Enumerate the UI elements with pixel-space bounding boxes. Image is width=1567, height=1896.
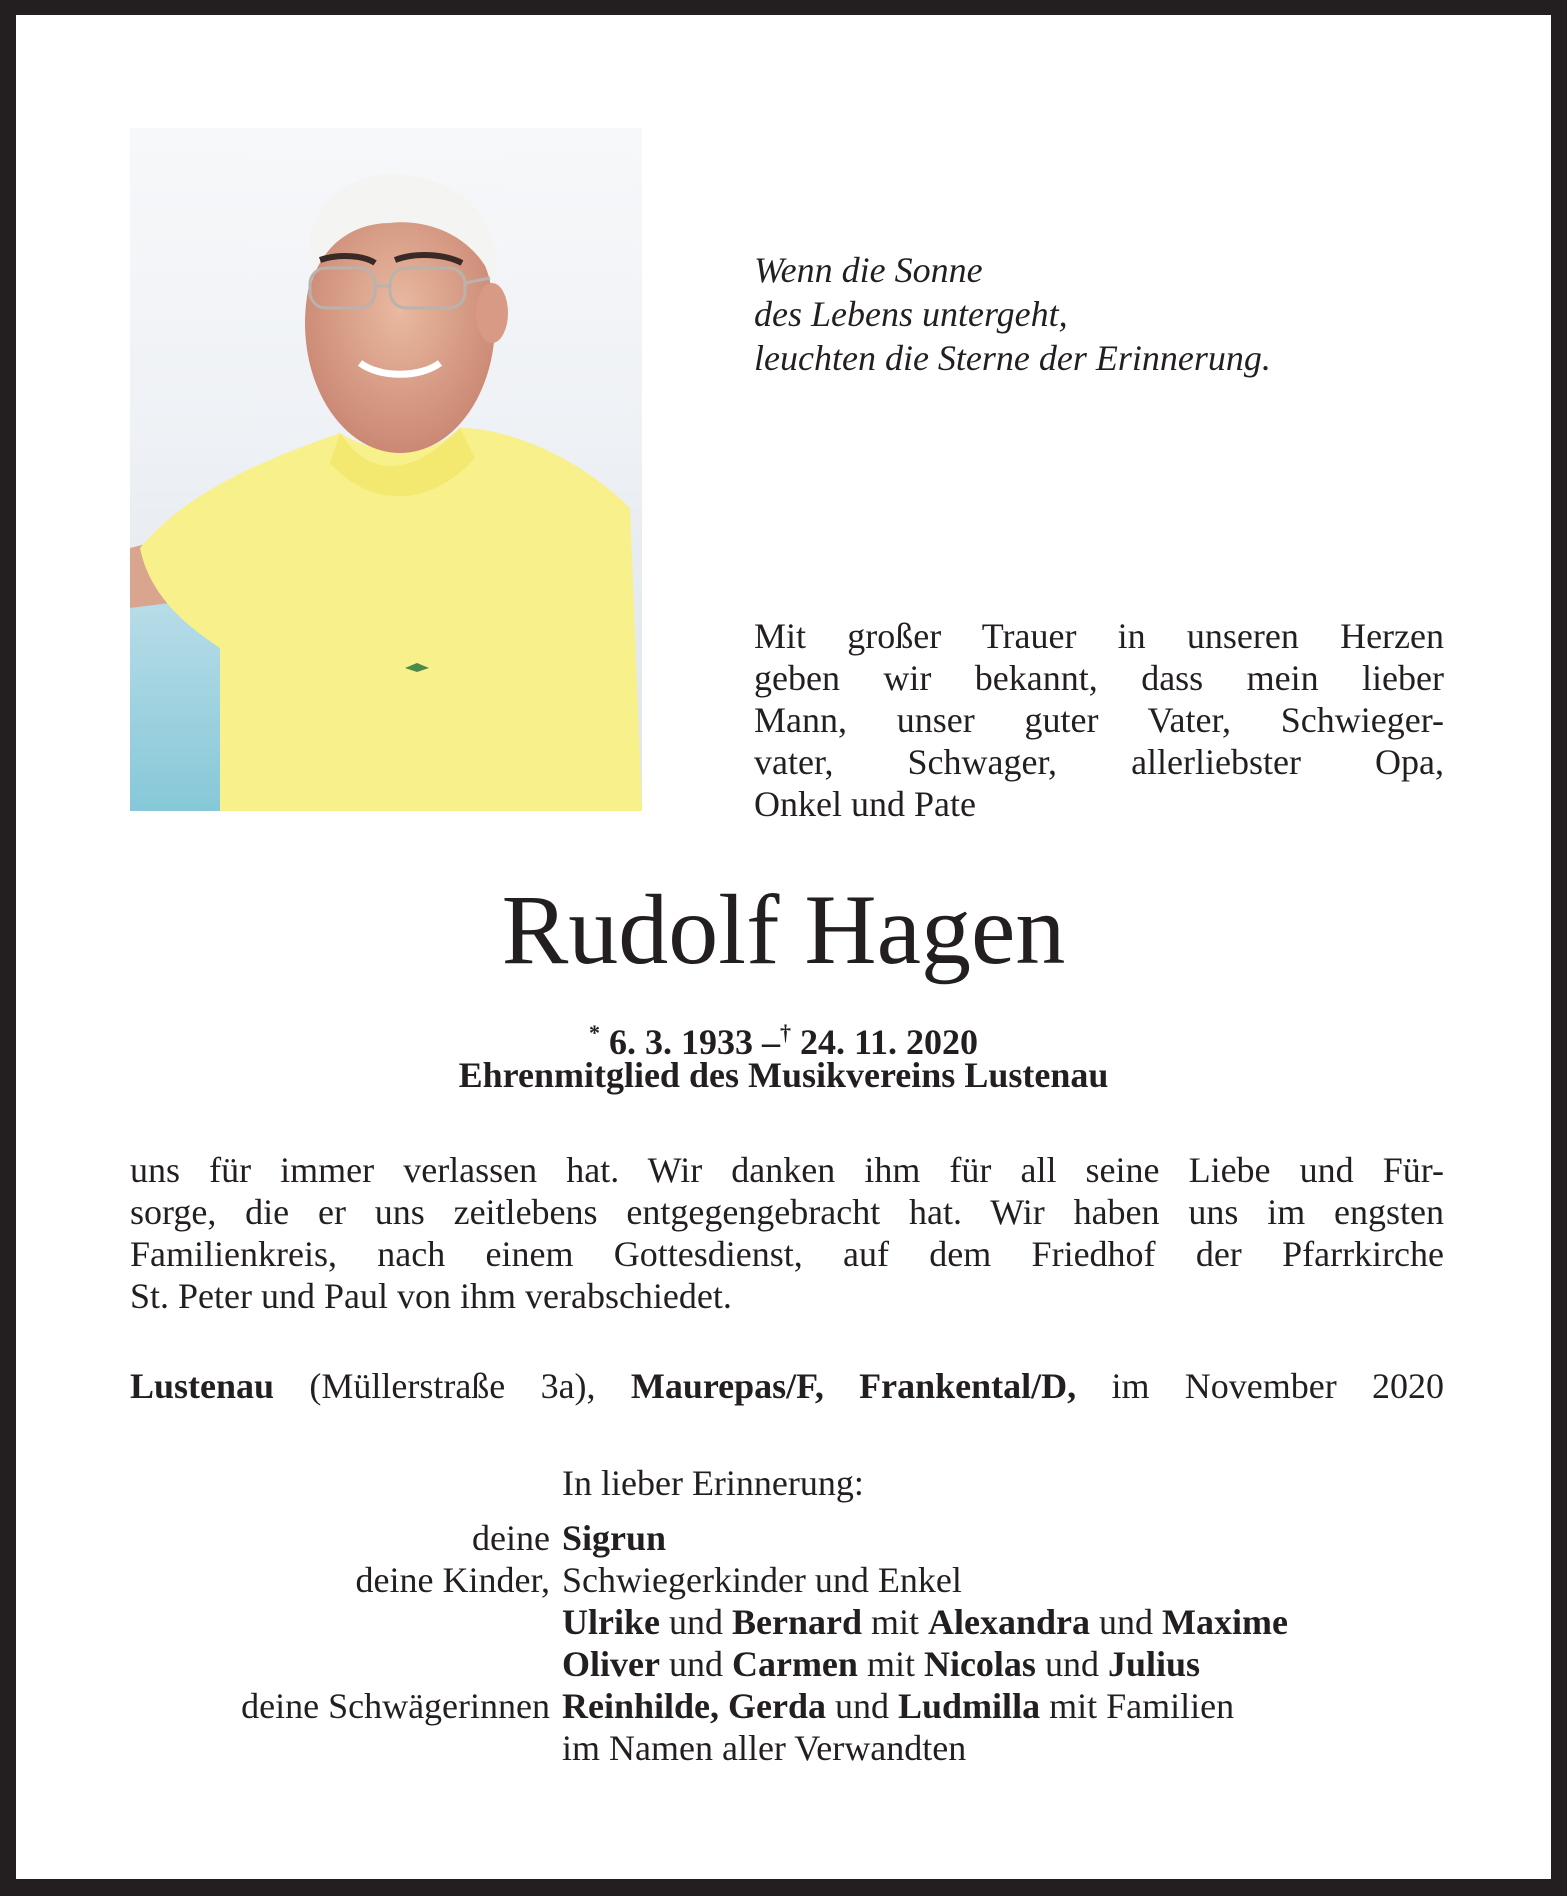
signature-text: und: [1035, 1644, 1108, 1684]
signature-rows: [130, 1517, 1530, 1769]
intro-line: Onkel und Pate: [754, 784, 976, 824]
intro-line: geben wir bekannt, dass mein lieber: [754, 658, 1444, 698]
date-separator: –: [761, 1022, 780, 1062]
city-2: Maurepas/F,: [630, 1366, 824, 1406]
motto-line: des Lebens untergeht,: [754, 294, 1068, 334]
signature-text: mit Familien: [1040, 1686, 1235, 1726]
birth-symbol: *: [588, 1020, 600, 1045]
signature-text: und: [826, 1686, 899, 1726]
signatory-name: Bernard: [731, 1602, 862, 1642]
signatory-name: Maxime: [1162, 1602, 1288, 1642]
signature-row: [130, 1643, 1530, 1685]
signatory-name: Ludmilla: [898, 1686, 1041, 1726]
signatory-name: Oliver: [562, 1644, 660, 1684]
signature-names: [562, 1601, 1288, 1643]
date: im November 2020: [1111, 1366, 1445, 1406]
portrait-illustration: [130, 128, 642, 811]
body-line: sorge, die er uns zeitlebens entgegengebracht hat. Wir haben uns im engsten: [130, 1192, 1444, 1232]
signature-relation-label: [130, 1643, 562, 1685]
motto-quote: [754, 248, 1271, 380]
signature-row: [130, 1685, 1530, 1727]
signatory-name: Nicolas: [923, 1644, 1036, 1684]
signatory-name: Alexandra: [928, 1602, 1090, 1642]
city-3: Frankental/D,: [859, 1366, 1077, 1406]
portrait-photo: [130, 128, 642, 811]
signatory-name: Reinhilde, Gerda: [562, 1686, 827, 1726]
body-line: St. Peter und Paul von ihm verabschiedet.: [130, 1276, 732, 1316]
death-date: 24. 11. 2020: [799, 1022, 978, 1062]
signature-text: und: [1090, 1602, 1162, 1642]
signature-row: [130, 1559, 1530, 1601]
signature-text: und: [659, 1602, 732, 1642]
signature-row: [130, 1517, 1530, 1559]
intro-paragraph: [754, 615, 1444, 825]
signature-text: im Namen aller Verwandten: [562, 1728, 967, 1768]
deceased-name: Rudolf Hagen: [501, 874, 1066, 985]
signature-text: mit: [861, 1602, 928, 1642]
motto-line: Wenn die Sonne: [754, 250, 983, 290]
birth-date: 6. 3. 1933: [608, 1022, 753, 1062]
signature-names: [562, 1727, 966, 1769]
signature-names: [562, 1685, 1234, 1727]
body-line: uns für immer verlassen hat. Wir danken ihm für all seine Liebe und Für-: [130, 1150, 1444, 1190]
body-paragraph: [130, 1149, 1444, 1317]
signatures: [130, 1462, 1530, 1769]
signature-row: [130, 1601, 1530, 1643]
death-symbol: †: [779, 1020, 791, 1045]
signature-relation-label: deine: [472, 1518, 550, 1558]
body-line: Familienkreis, nach einem Gottesdienst, auf dem Friedhof der Pfarrkirche: [130, 1234, 1444, 1274]
signature-relation-label: deine Kinder,: [355, 1560, 550, 1600]
place-date-line: [130, 1365, 1444, 1407]
signatory-name: Ulrike: [562, 1602, 660, 1642]
signature-text: Schwiegerkinder und Enkel: [562, 1560, 962, 1600]
signatory-name: Sigrun: [562, 1518, 667, 1558]
ear: [476, 283, 508, 343]
signature-text: mit: [857, 1644, 924, 1684]
intro-line: Mann, unser guter Vater, Schwieger-: [754, 700, 1444, 740]
motto-line: leuchten die Sterne der Erinnerung.: [754, 338, 1271, 378]
signature-relation-label: [130, 1601, 562, 1643]
signatory-name: Carmen: [731, 1644, 858, 1684]
obituary-page: [16, 15, 1551, 1879]
signature-row: [130, 1727, 1530, 1769]
signatures-heading-row: [130, 1462, 1530, 1504]
signature-relation-label: [130, 1727, 562, 1769]
intro-line: Mit großer Trauer in unseren Herzen: [754, 616, 1444, 656]
signature-names: [562, 1517, 666, 1559]
signature-names: [562, 1559, 962, 1601]
signature-text: und: [659, 1644, 732, 1684]
signature-names: [562, 1643, 1200, 1685]
address: (Müllerstraße 3a),: [309, 1366, 596, 1406]
honor-title: Ehrenmitglied des Musikvereins Lustenau: [458, 1055, 1109, 1095]
town: Lustenau: [130, 1366, 275, 1406]
signatory-name: Julius: [1107, 1644, 1201, 1684]
signature-relation-label: deine Schwägerinnen: [241, 1686, 550, 1726]
signatures-heading: In lieber Erinnerung:: [562, 1463, 864, 1503]
intro-line: vater, Schwager, allerliebster Opa,: [754, 742, 1444, 782]
